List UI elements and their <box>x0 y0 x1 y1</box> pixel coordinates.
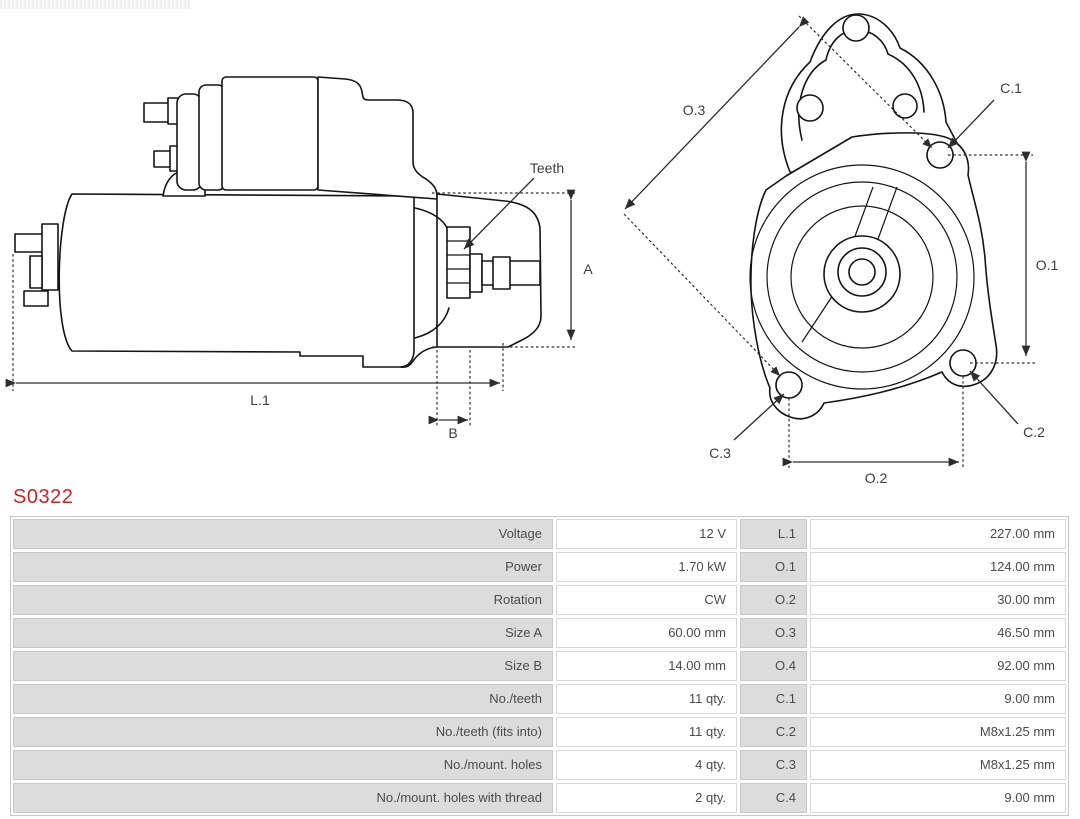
cell-dim: C.1 <box>740 684 807 714</box>
cell-label: Voltage <box>13 519 553 549</box>
cell-label: No./mount. holes with thread <box>13 783 553 813</box>
dim-b-label: B <box>448 425 458 441</box>
cell-value: 1.70 kW <box>556 552 737 582</box>
cell-dim: O.2 <box>740 585 807 615</box>
cell-dim_value: 9.00 mm <box>810 783 1066 813</box>
dim-o3-label: O.3 <box>682 102 706 118</box>
cell-value: 11 qty. <box>556 684 737 714</box>
cell-dim: L.1 <box>740 519 807 549</box>
cell-dim: O.1 <box>740 552 807 582</box>
callout-c3 <box>709 394 784 461</box>
cell-dim_value: M8x1.25 mm <box>810 717 1066 747</box>
drive-housing-top <box>318 77 437 199</box>
bracket-hole-top <box>843 15 869 41</box>
cell-dim_value: 124.00 mm <box>810 552 1066 582</box>
table-row <box>13 651 1066 681</box>
cell-label: Size B <box>13 651 553 681</box>
cell-dim: O.4 <box>740 651 807 681</box>
dim-o1-label: O.1 <box>1035 257 1059 273</box>
cell-dim_value: 46.50 mm <box>810 618 1066 648</box>
motor-body <box>59 194 414 367</box>
cell-label: No./teeth (fits into) <box>13 717 553 747</box>
shaft-center <box>849 259 875 285</box>
part-number: S0322 <box>13 486 74 508</box>
callout-c1 <box>948 80 1022 148</box>
cell-value: 14.00 mm <box>556 651 737 681</box>
teeth-label: Teeth <box>529 160 565 176</box>
bracket-hole-left <box>797 95 823 121</box>
front-view <box>624 14 1058 486</box>
side-view <box>13 77 593 441</box>
dim-c3-label: C.3 <box>709 445 731 461</box>
table-row <box>13 750 1066 780</box>
battery-terminal-studs <box>15 224 58 306</box>
cell-value: 12 V <box>556 519 737 549</box>
cell-dim_value: M8x1.25 mm <box>810 750 1066 780</box>
cell-label: No./mount. holes <box>13 750 553 780</box>
table-row <box>13 519 1066 549</box>
cell-value: 60.00 mm <box>556 618 737 648</box>
solenoid <box>177 77 437 199</box>
cell-value: 4 qty. <box>556 750 737 780</box>
cell-label: Size A <box>13 618 553 648</box>
spec-table <box>10 516 1069 816</box>
cell-label: Power <box>13 552 553 582</box>
cell-label: No./teeth <box>13 684 553 714</box>
cell-dim_value: 30.00 mm <box>810 585 1066 615</box>
dim-c2-label: C.2 <box>1023 424 1045 440</box>
bracket-hole-right <box>893 94 917 118</box>
cell-value: 11 qty. <box>556 717 737 747</box>
dim-a-label: A <box>583 261 593 277</box>
table-row <box>13 684 1066 714</box>
cell-label: Rotation <box>13 585 553 615</box>
table-row <box>13 552 1066 582</box>
table-row <box>13 783 1066 813</box>
cell-dim: C.2 <box>740 717 807 747</box>
solenoid-studs <box>144 98 179 171</box>
cell-dim_value: 92.00 mm <box>810 651 1066 681</box>
cell-dim_value: 227.00 mm <box>810 519 1066 549</box>
dim-o2-label: O.2 <box>864 470 888 486</box>
cell-dim: C.4 <box>740 783 807 813</box>
cell-value: 2 qty. <box>556 783 737 813</box>
cell-dim_value: 9.00 mm <box>810 684 1066 714</box>
dim-l1-label: L.1 <box>250 392 270 408</box>
table-row <box>13 585 1066 615</box>
table-row <box>13 618 1066 648</box>
table-row <box>13 717 1066 747</box>
dim-c1-label: C.1 <box>1000 80 1022 96</box>
cell-dim: O.3 <box>740 618 807 648</box>
cell-value: CW <box>556 585 737 615</box>
dim-b <box>437 350 470 441</box>
cell-dim: C.3 <box>740 750 807 780</box>
